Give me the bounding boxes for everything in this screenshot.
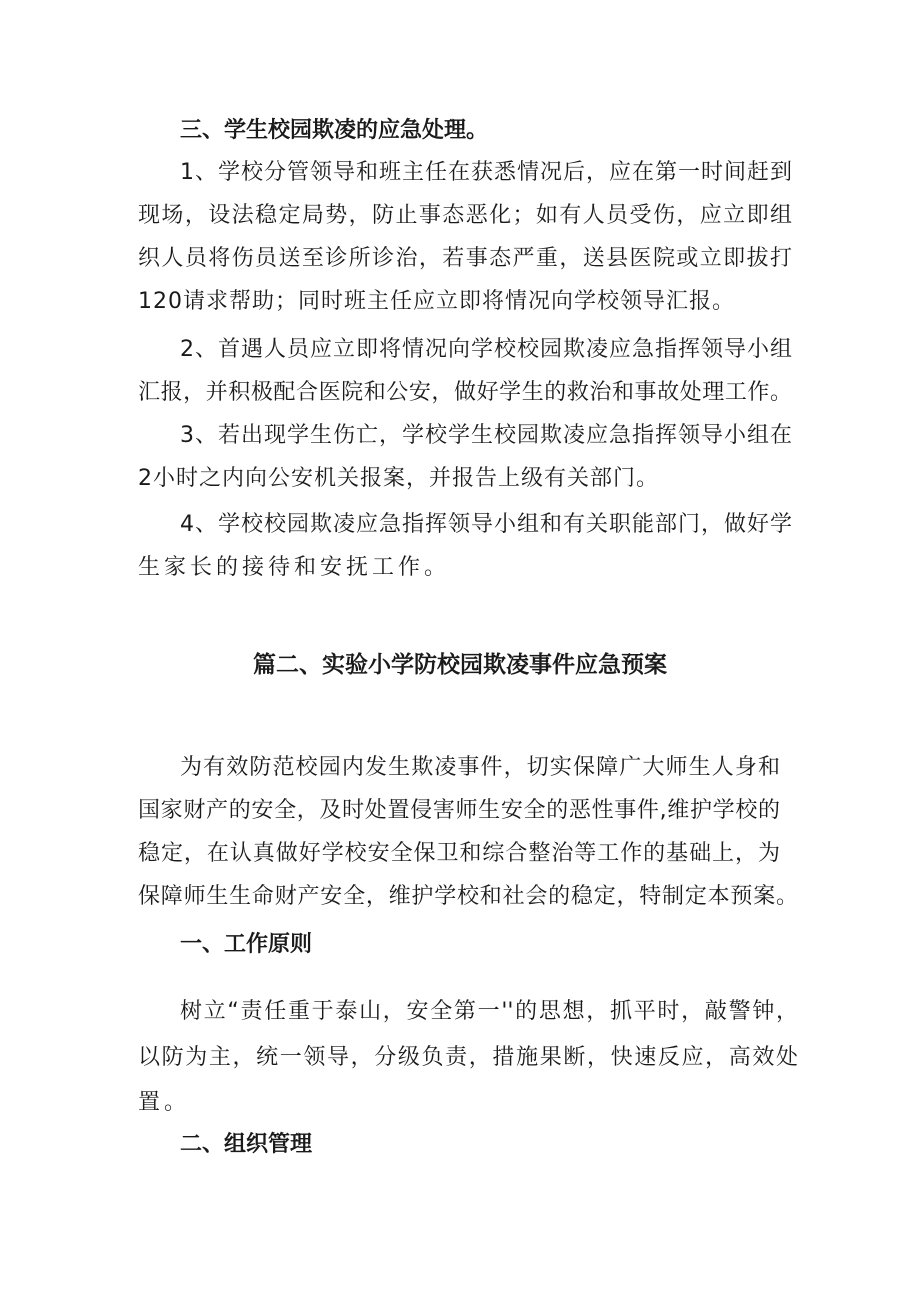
paragraph-line: 2、首遇人员应立即将情况向学校校园欺凌应急指挥领导小组 bbox=[180, 337, 792, 362]
section-heading-emergency-handling: 三、学生校园欺凌的应急处理。 bbox=[180, 118, 489, 143]
paragraph-line: 生家长的接待和安抚工作。 bbox=[138, 555, 451, 580]
paragraph-line: 国家财产的安全，及时处置侵害师生安全的恶性事件,维护学校的 bbox=[138, 798, 780, 823]
paragraph-line: 织人员将伤员送至诊所诊治，若事态严重，送县医院或立即拔打 bbox=[138, 246, 792, 271]
section-heading-organization: 二、组织管理 bbox=[180, 1132, 313, 1157]
paragraph-line: 1、学校分管领导和班主任在获悉情况后，应在第一时间赶到 bbox=[180, 160, 792, 185]
paragraph-line: 树立“责任重于泰山，安全第一''的思想，抓平时，敲警钟， bbox=[180, 999, 798, 1024]
paragraph-line: 现场，设法稳定局势，防止事态恶化；如有人员受伤，应立即组 bbox=[138, 203, 792, 228]
paragraph-line: 置。 bbox=[138, 1090, 191, 1115]
paragraph-line: 为有效防范校园内发生欺凌事件，切实保障广大师生人身和 bbox=[180, 755, 780, 780]
paragraph-line: 保障师生生命财产安全，维护学校和社会的稳定，特制定本预案。 bbox=[138, 884, 798, 909]
paragraph-line: 汇报，并积极配合医院和公安，做好学生的救治和事故处理工作。 bbox=[138, 380, 792, 405]
paragraph-line: 120请求帮助；同时班主任应立即将情况向学校领导汇报。 bbox=[138, 289, 735, 314]
paragraph-line: 稳定，在认真做好学校安全保卫和综合整治等工作的基础上，为 bbox=[138, 841, 780, 866]
section-heading-work-principle: 一、工作原则 bbox=[180, 932, 313, 957]
paragraph-line: 3、若出现学生伤亡，学校学生校园欺凌应急指挥领导小组在 bbox=[180, 423, 792, 448]
paragraph-line: 以防为主，统一领导，分级负责，措施果断，快速反应，高效处 bbox=[138, 1045, 798, 1070]
document-title: 篇二、实验小学防校园欺凌事件应急预案 bbox=[253, 652, 667, 678]
paragraph-line: 4、学校校园欺凌应急指挥领导小组和有关职能部门，做好学 bbox=[180, 512, 792, 537]
paragraph-line: 2小时之内向公安机关报案，并报告上级有关部门。 bbox=[138, 466, 659, 491]
